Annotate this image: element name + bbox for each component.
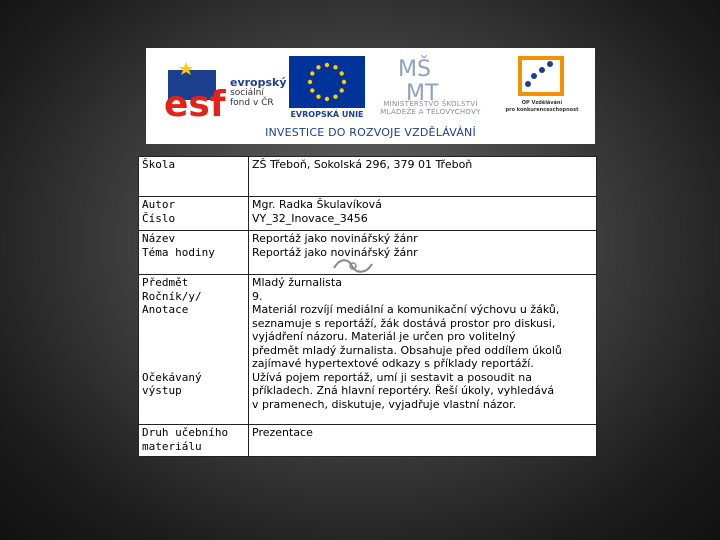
row-value: Prezentace — [249, 425, 597, 457]
row-label: Druh učebního materiálu — [139, 425, 249, 457]
msmt-logo-bottom: MT — [406, 81, 439, 106]
op-logo-icon — [516, 54, 566, 98]
eu-star-icon — [333, 95, 337, 99]
eu-star-icon — [340, 88, 344, 92]
logo-banner — [146, 48, 595, 144]
eu-star-icon — [308, 80, 312, 84]
op-caption-line-1: OP Vzdělávání — [521, 100, 563, 106]
row-value: Reportáž jako novinářský žánr Reportáž jako novinářský žánr — [249, 231, 597, 275]
msmt-caption-line-1: MINISTERSTVO ŠKOLSTVÍ — [383, 100, 478, 108]
row-value: Mgr. Radka Škulavíková VY_32_Inovace_3456 — [249, 197, 597, 231]
msmt-caption-line-2: MLÁDEŽE A TĚLOVÝCHOVY — [380, 108, 481, 116]
op-caption-line-2: pro konkurenceschopnost — [505, 107, 579, 113]
esf-line-1: evropský — [230, 76, 287, 89]
eu-star-icon — [325, 97, 329, 101]
eu-star-icon — [333, 65, 337, 69]
esf-line-3: fond v ČR — [230, 98, 274, 108]
row-label: Předmět Ročník/y/ Anotace Očekávaný výstup — [139, 275, 249, 425]
table-row-predmet — [139, 275, 597, 425]
eu-star-icon — [310, 88, 314, 92]
ornament-icon — [330, 256, 376, 276]
table-row-skola — [139, 157, 597, 197]
eu-caption: EVROPSKÁ UNIE — [290, 110, 364, 119]
op-caption — [496, 100, 588, 114]
eu-star-icon — [316, 65, 320, 69]
table-row-druh — [139, 425, 597, 457]
eu-star-icon — [342, 80, 346, 84]
eu-star-icon — [310, 71, 314, 75]
msmt-caption — [368, 100, 493, 116]
eu-star-icon — [316, 95, 320, 99]
eu-star-icon — [325, 63, 329, 67]
esf-text — [230, 78, 287, 108]
info-table — [138, 156, 597, 457]
row-label: Škola — [139, 157, 249, 197]
row-label: Autor Číslo — [139, 197, 249, 231]
row-value: Mladý žurnalista 9. Materiál rozvíjí mediální a komunikační výchovu u žáků, seznamuje s reportáží, žák dostává prostor pro diskusi, vyjádření názoru. Materiál je určen pro volitelný předmět mladý žurnalista. Obsahuje před oddílem úkolů zajímavé hypertextové odkazy s příklady reportáží. Užívá pojem reportáž, umí ji sestavit a posoudit na příkladech. Zná hlavní reportéry. Řeší úkoly, vyhledává v pramenech, diskutuje, vyjadřuje vlastní názor. — [249, 275, 597, 425]
table-row-autor — [139, 197, 597, 231]
msmt-logo-top: MŠ — [398, 57, 431, 82]
esf-logo-text: esf — [164, 84, 226, 118]
msmt-logo-icon — [396, 52, 456, 106]
tagline: INVESTICE DO ROZVOJE VZDĚLÁVÁNÍ — [265, 126, 476, 139]
eu-star-icon — [340, 71, 344, 75]
row-label: Název Téma hodiny — [139, 231, 249, 275]
esf-logo — [146, 48, 595, 144]
row-value: ZŠ Třeboň, Sokolská 296, 379 01 Třeboň — [249, 157, 597, 197]
eu-flag-icon — [289, 56, 365, 108]
esf-line-2: sociální — [230, 88, 264, 98]
